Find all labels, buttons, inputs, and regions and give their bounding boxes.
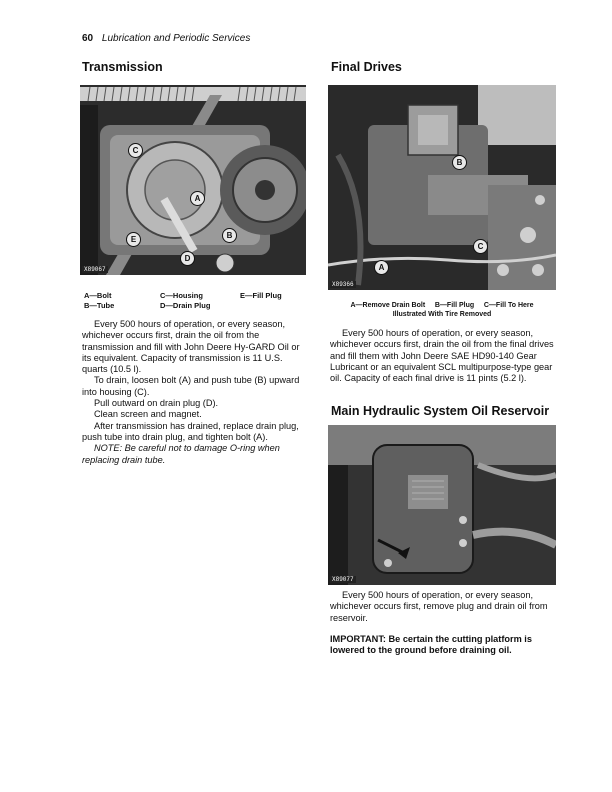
final-drives-caption-line-2: Illustrated With Tire Removed xyxy=(392,311,492,318)
transmission-para-2: To drain, loosen bolt (A) and push tube (B) upward into housing (C). xyxy=(82,375,300,397)
transmission-photo-code: X89067 xyxy=(84,266,106,273)
transmission-photo-drawing xyxy=(80,85,306,275)
transmission-para-5: After transmission has drained, replace drain plug, push tube into drain plug, and tighten bolt (A). xyxy=(82,420,299,442)
transmission-legend xyxy=(84,291,310,313)
fd-callout-c: C xyxy=(473,239,488,254)
final-drives-caption-line-1: A—Remove Drain Bolt B—Fill Plug C—Fill To Here xyxy=(350,302,534,309)
final-drives-caption xyxy=(328,301,556,319)
final-drives-heading: Final Drives xyxy=(331,60,402,74)
callout-d: D xyxy=(180,251,195,266)
final-drives-photo-code: X89366 xyxy=(332,281,354,288)
transmission-photo xyxy=(80,85,306,275)
legend-c: C—Housing xyxy=(160,291,203,300)
hydraulic-body xyxy=(330,590,556,624)
fd-callout-b: B xyxy=(452,155,467,170)
transmission-body xyxy=(82,319,310,466)
transmission-para-1: Every 500 hours of operation, or every season, whichever occurs first, drain the oil from the transmission and fill with John Deere Hy-GARD Oil or its equivalent. Capacity of transmission is 11 U.S. quarts (10.5 l). xyxy=(82,319,300,375)
hydraulic-para: Every 500 hours of operation, or every season, whichever occurs first, remove plug and drain oil from reservoir. xyxy=(330,590,548,623)
callout-e: E xyxy=(126,232,141,247)
transmission-heading: Transmission xyxy=(82,60,163,74)
legend-d: D—Drain Plug xyxy=(160,301,211,310)
legend-a: A—Bolt xyxy=(84,291,112,300)
hydraulic-photo xyxy=(328,425,556,585)
callout-a: A xyxy=(190,191,205,206)
legend-b: B—Tube xyxy=(84,301,115,310)
callout-b: B xyxy=(222,228,237,243)
fd-callout-a: A xyxy=(374,260,389,275)
page-number: 60 xyxy=(82,33,94,44)
hydraulic-photo-code: X89077 xyxy=(332,576,354,583)
legend-e: E—Fill Plug xyxy=(240,291,282,300)
final-drives-photo xyxy=(328,85,556,290)
hydraulic-important: IMPORTANT: Be certain the cutting platform is lowered to the ground before draining oil. xyxy=(330,634,532,656)
final-drives-photo-drawing xyxy=(328,85,556,290)
final-drives-body xyxy=(330,328,556,384)
section-title: Lubrication and Periodic Services xyxy=(101,33,251,44)
final-drives-para: Every 500 hours of operation, or every season, whichever occurs first, drain the oil from the final drives and fill them with John Deere SAE HD90-140 Gear Lubricant or an equivalent SCL multipurpose-type gear oil. Capacity of each final drive is 11 pints (5.2 l). xyxy=(330,328,554,384)
hydraulic-heading: Main Hydraulic System Oil Reservoir xyxy=(331,404,550,418)
hydraulic-photo-drawing xyxy=(328,425,556,585)
running-header xyxy=(82,33,250,44)
callout-c: C xyxy=(128,143,143,158)
transmission-note: NOTE: Be careful not to damage O-ring when replacing drain tube. xyxy=(82,443,280,465)
transmission-para-3: Pull outward on drain plug (D). xyxy=(94,398,219,409)
transmission-para-4: Clean screen and magnet. xyxy=(94,409,202,420)
